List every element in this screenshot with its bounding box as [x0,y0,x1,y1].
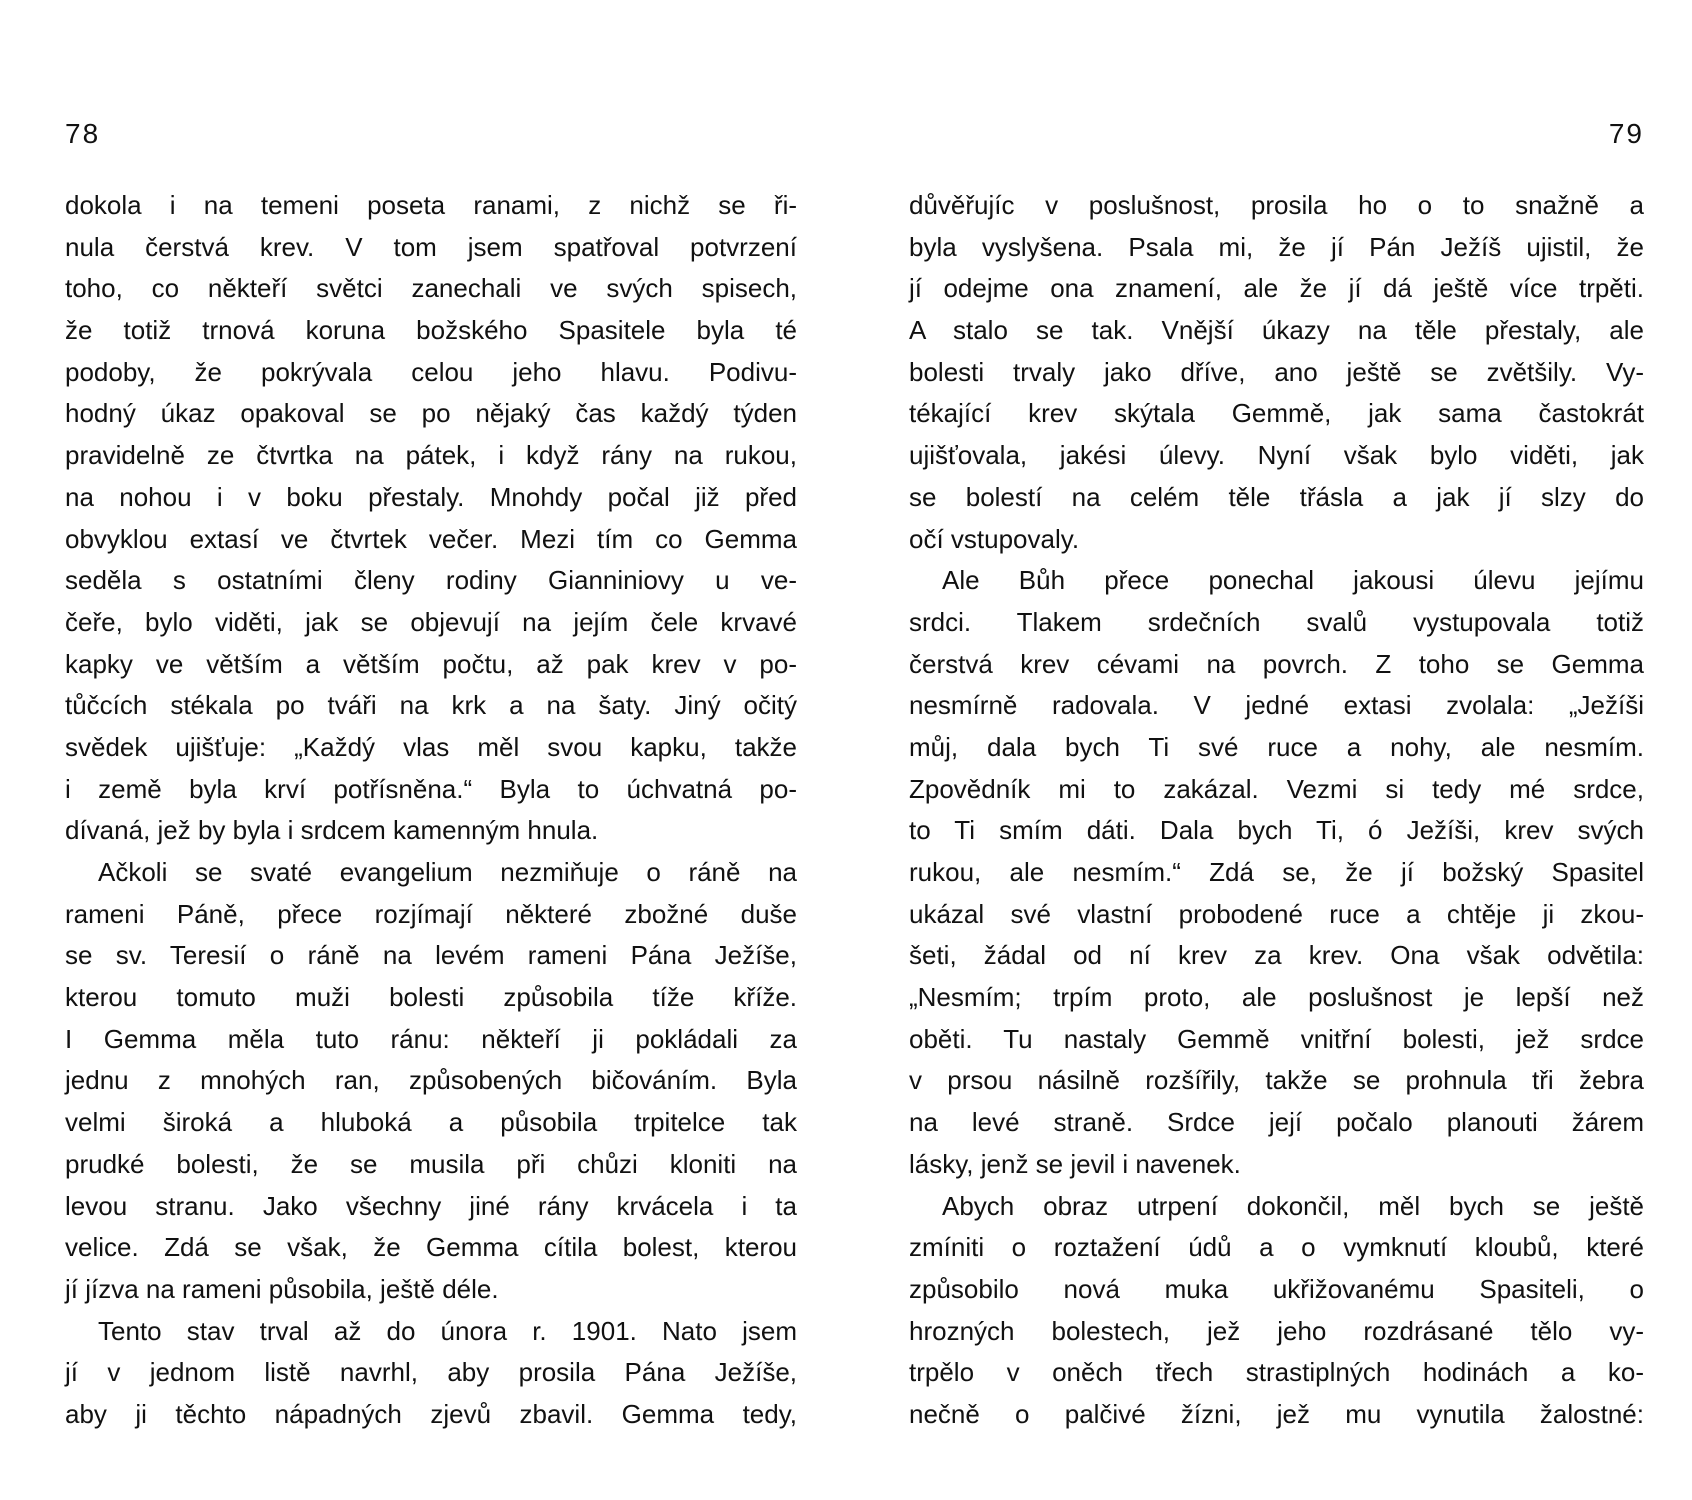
text-line: nečně o palčivé žízni, jež mu vynutila žalostné: [909,1398,1644,1429]
text-line: dívaná, jež by byla i srdcem kamenným hnula. [65,815,599,846]
text-line: velice. Zdá se však, že Gemma cítila bolest, kterou [65,1232,797,1263]
page-number: 78 [65,118,101,149]
text-line: tůčcích stékala po tváři na krk a na šaty. Jiný očitý [65,690,797,721]
text-line: Zpovědník mi to zakázal. Vezmi si tedy mé srdce, [909,773,1644,804]
page-text [65,185,797,1436]
page-number: 79 [1608,118,1644,149]
text-line: kterou tomuto muži bolesti způsobila tíže kříže. [65,982,797,1013]
text-line: obvyklou extasí ve čtvrtek večer. Mezi tím co Gemma [65,523,797,554]
text-line: jednu z mnohých ran, způsobených bičováním. Byla [65,1065,797,1096]
text-line: hrozných bolestech, jež jeho rozdrásané tělo vy- [909,1315,1644,1346]
text-line: A stalo se tak. Vnější úkazy na těle přestaly, ale [909,315,1644,346]
text-line: můj, dala bych Ti své ruce a nohy, ale nesmím. [909,731,1644,762]
text-line: velmi široká a hluboká a působila trpitelce tak [65,1107,797,1138]
text-line: ujišťovala, jakési úlevy. Nyní však bylo viděti, jak [909,440,1644,471]
text-line: i země byla krví potřísněna.“ Byla to úchvatná po- [65,773,797,804]
text-line: na nohou i v boku přestaly. Mnohdy počal již před [65,481,797,512]
text-line: aby ji těchto nápadných zjevů zbavil. Gemma tedy, [65,1398,797,1429]
text-line: prudké bolesti, že se musila při chůzi kloniti na [65,1148,797,1179]
right-page [909,0,1644,1500]
text-line: Abych obraz utrpení dokončil, měl bych se ještě [942,1190,1644,1221]
text-line: toho, co někteří světci zanechali ve svých spisech, [65,273,797,304]
text-line: to Ti smím dáti. Dala bych Ti, ó Ježíši, krev svých [909,815,1644,846]
text-line: srdci. Tlakem srdečních svalů vystupovala totiž [909,606,1644,637]
text-line: svědek ujišťuje: „Každý vlas měl svou kapku, takže [65,731,797,762]
text-line: jí v jednom listě navrhl, aby prosila Pána Ježíše, [65,1357,797,1388]
text-line: levou stranu. Jako všechny jiné rány krvácela i ta [65,1190,797,1221]
text-line: způsobilo nová muka ukřižovanému Spasiteli, o [909,1273,1644,1304]
text-line: že totiž trnová koruna božského Spasitele byla té [65,315,797,346]
text-line: bolesti trvaly jako dříve, ano ještě se zvětšily. Vy- [909,356,1644,387]
text-line: nula čerstvá krev. V tom jsem spatřoval potvrzení [65,231,797,262]
text-line: šeti, žádal od ní krev za krev. Ona však odvětila: [909,940,1644,971]
text-line: jí jízva na rameni působila, ještě déle. [65,1273,499,1304]
paragraph [909,560,1644,1185]
text-line: dokola i na temeni poseta ranami, z nichž se ři- [65,190,797,220]
text-line: hodný úkaz opakoval se po nějaký čas každý týden [65,398,797,429]
text-line: čerstvá krev cévami na povrch. Z toho se Gemma [909,648,1644,679]
text-line: rameni Páně, přece rozjímají některé zbožné duše [65,898,797,929]
paragraph [65,185,797,852]
text-line: lásky, jenž se jevil i navenek. [909,1148,1241,1179]
text-line: očí vstupovaly. [909,523,1080,554]
text-line: jí odejme ona znamení, ale že jí dá ještě více trpěti. [909,273,1644,304]
text-line: tékající krev skýtala Gemmě, jak sama častokrát [909,398,1644,429]
page-text [909,185,1644,1436]
text-line: seděla s ostatními členy rodiny Gianniniovy u ve- [65,565,797,596]
paragraph [65,852,797,1311]
text-line: pravidelně ze čtvrtka na pátek, i když rány na rukou, [65,440,797,471]
text-line: se bolestí na celém těle třásla a jak jí slzy do [909,481,1644,512]
text-line: I Gemma měla tuto ránu: někteří ji pokládali za [65,1023,797,1054]
text-line: rukou, ale nesmím.“ Zdá se, že jí božský Spasitel [909,857,1644,887]
text-line: na levé straně. Srdce její počalo planouti žárem [909,1107,1644,1138]
text-line: Ačkoli se svaté evangelium nezmiňuje o ráně na [98,857,797,887]
left-page [65,0,797,1500]
text-line: důvěřujíc v poslušnost, prosila ho o to snažně a [909,190,1644,220]
text-line: kapky ve větším a větším počtu, až pak krev v po- [65,648,797,679]
text-line: podoby, že pokrývala celou jeho hlavu. Podivu- [65,356,797,387]
text-line: ukázal své vlastní probodené ruce a chtěje ji zkou- [909,898,1644,929]
text-line: se sv. Teresií o ráně na levém rameni Pána Ježíše, [65,940,797,971]
paragraph [65,1311,797,1436]
text-line: oběti. Tu nastaly Gemmě vnitřní bolesti, jež srdce [909,1023,1644,1054]
text-line: v prsou násilně rozšířily, takže se prohnula tři žebra [909,1065,1644,1096]
text-line: zmíniti o roztažení údů a o vymknutí kloubů, které [909,1232,1644,1263]
text-line: trpělo v oněch třech strastiplných hodinách a ko- [909,1357,1644,1388]
paragraph [909,185,1644,560]
text-line: čeře, bylo viděti, jak se objevují na jejím čele krvavé [65,606,797,637]
text-line: byla vyslyšena. Psala mi, že jí Pán Ježíš ujistil, že [909,231,1644,262]
text-line: Tento stav trval až do února r. 1901. Nato jsem [98,1315,797,1346]
text-line: Ale Bůh přece ponechal jakousi úlevu jejímu [942,565,1644,596]
text-line: nesmírně radovala. V jedné extasi zvolala: „Ježíši [909,690,1644,721]
paragraph [909,1186,1644,1436]
text-line: „Nesmím; trpím proto, ale poslušnost je lepší než [909,982,1644,1013]
